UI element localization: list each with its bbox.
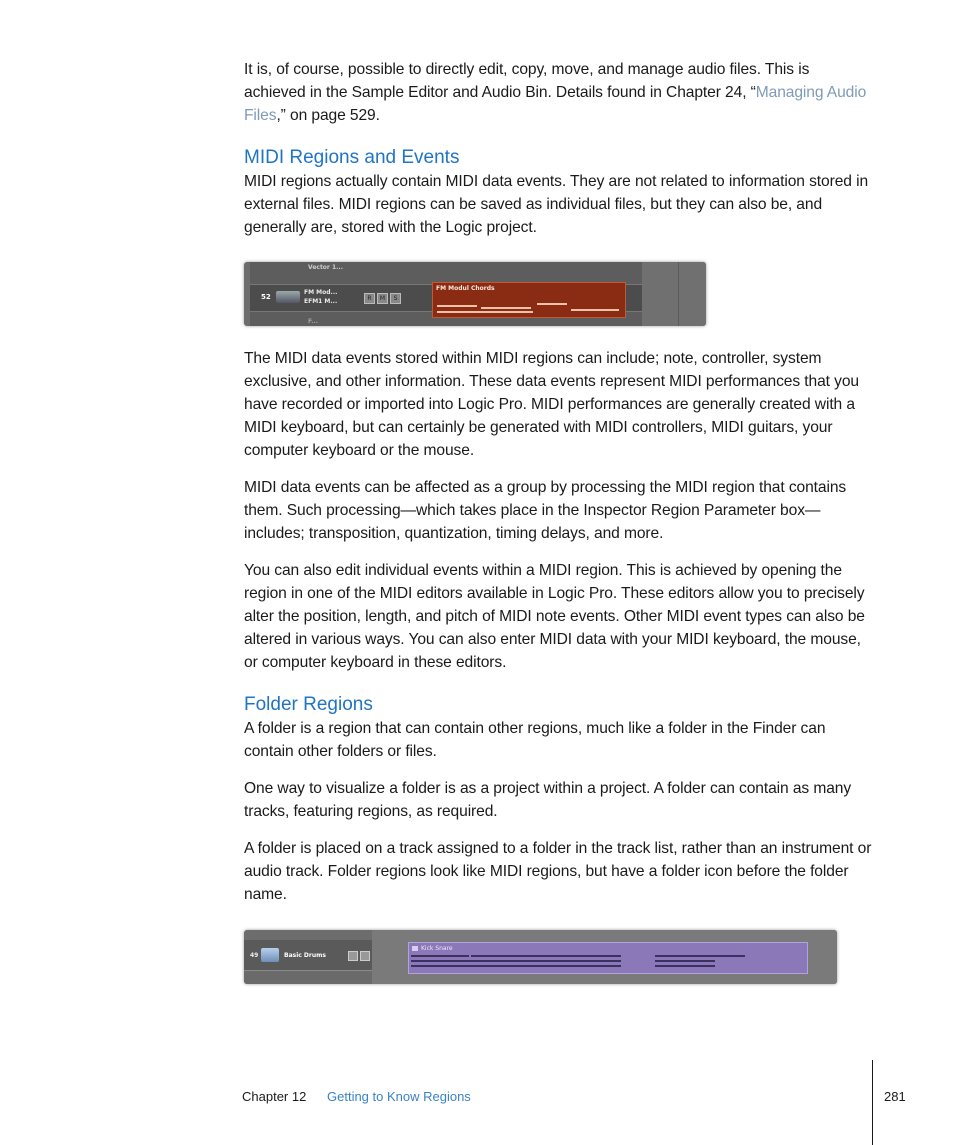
folder-section-heading: Folder Regions bbox=[244, 694, 373, 715]
midi-paragraphs bbox=[244, 347, 874, 674]
folder-paragraph-1: A folder is a region that can contain other regions, much like a folder in the Finder can contain other folders or files. bbox=[244, 720, 826, 760]
midi-region bbox=[432, 282, 626, 318]
midi-note bbox=[437, 305, 477, 307]
midi-section-heading: MIDI Regions and Events bbox=[244, 147, 460, 168]
midi-note bbox=[411, 960, 621, 962]
intro-paragraph bbox=[244, 58, 874, 127]
midi-region-screenshot bbox=[244, 262, 706, 326]
intro-text-after: ,” on page 529. bbox=[276, 107, 380, 124]
midi-note bbox=[411, 965, 621, 967]
midi-note bbox=[411, 955, 469, 957]
footer-chapter-label: Chapter 12 bbox=[242, 1089, 307, 1104]
ghost-track-above-label: Vector 1... bbox=[308, 264, 343, 271]
track-buttons bbox=[348, 951, 370, 961]
midi-note bbox=[471, 955, 621, 957]
folder-region-screenshot bbox=[244, 930, 837, 984]
intro-block bbox=[244, 58, 874, 127]
track-number: 49 bbox=[250, 952, 259, 959]
next-track-header bbox=[244, 972, 372, 984]
midi-section bbox=[244, 146, 874, 239]
managing-audio-files-link[interactable]: Managing Audio Files bbox=[244, 84, 867, 124]
instrument-name: EFM1 M... bbox=[304, 298, 338, 305]
track-name: FM Mod... bbox=[304, 289, 338, 296]
footer-divider bbox=[872, 1060, 873, 1145]
folder-icon bbox=[412, 946, 418, 951]
midi-note bbox=[537, 303, 567, 305]
folder-region-name: Kick Snare bbox=[421, 945, 453, 952]
midi-region-name: FM Modul Chords bbox=[436, 285, 495, 292]
ghost-track-below-label: F... bbox=[308, 318, 319, 325]
track-number: 52 bbox=[261, 293, 271, 301]
arrange-area bbox=[372, 930, 837, 984]
folder-section bbox=[244, 693, 874, 906]
page-number: 281 bbox=[884, 1089, 906, 1104]
instrument-icon bbox=[276, 291, 300, 303]
footer-chapter-title[interactable]: Getting to Know Regions bbox=[327, 1089, 471, 1104]
mute-button: M bbox=[377, 293, 388, 304]
folder-paragraph-3: A folder is placed on a track assigned to a folder in the track list, rather than an instrument or audio track. Folder regions look like MIDI regions, but have a folder icon before the folder name. bbox=[244, 840, 872, 903]
folder-track-header bbox=[244, 940, 372, 971]
arrange-area bbox=[642, 262, 706, 326]
midi-note bbox=[571, 309, 619, 311]
midi-note bbox=[437, 311, 533, 313]
grid-line bbox=[678, 262, 679, 326]
solo-button bbox=[360, 951, 370, 961]
midi-paragraph-1: MIDI regions actually contain MIDI data events. They are not related to information stored in external files. MIDI regions can be saved as individual files, but they can also be, and generally are, stored with the Logic project. bbox=[244, 173, 869, 236]
mute-button bbox=[348, 951, 358, 961]
track-buttons bbox=[364, 293, 401, 304]
midi-note bbox=[655, 955, 745, 957]
folder-icon bbox=[261, 948, 279, 962]
intro-text-before: It is, of course, possible to directly edit, copy, move, and manage audio files. This is achieved in the Sample Editor and Audio Bin. Details found in Chapter 24, “ bbox=[244, 61, 810, 101]
folder-track-name: Basic Drums bbox=[284, 952, 326, 959]
midi-paragraph-3: MIDI data events can be affected as a group by processing the MIDI region that contains them. Such processing—which takes place in the Inspector Region Parameter box—includes; transposition, quantization, timing delays, and more. bbox=[244, 479, 847, 542]
midi-note bbox=[481, 307, 531, 309]
solo-button: S bbox=[390, 293, 401, 304]
midi-paragraph-2: The MIDI data events stored within MIDI regions can include; note, controller, system exclusive, and other information. These data events represent MIDI performances that you have recorded or imported into Logic Pro. MIDI performances are generally created with a MIDI keyboard, but can certainly be generated with MIDI controllers, MIDI guitars, your computer keyboard or the mouse. bbox=[244, 350, 859, 459]
folder-region bbox=[408, 942, 808, 974]
record-button: R bbox=[364, 293, 375, 304]
midi-note bbox=[655, 960, 715, 962]
midi-note bbox=[655, 965, 715, 967]
folder-paragraph-2: One way to visualize a folder is as a project within a project. A folder can contain as many tracks, featuring regions, as required. bbox=[244, 780, 852, 820]
midi-paragraph-4: You can also edit individual events within a MIDI region. This is achieved by opening the region in one of the MIDI editors available in Logic Pro. These editors allow you to precisely alter the position, length, and pitch of MIDI note events. Other MIDI event types can also be altered in various ways. You can also enter MIDI data with your MIDI keyboard, the mouse, or computer keyboard in these editors. bbox=[244, 562, 865, 671]
